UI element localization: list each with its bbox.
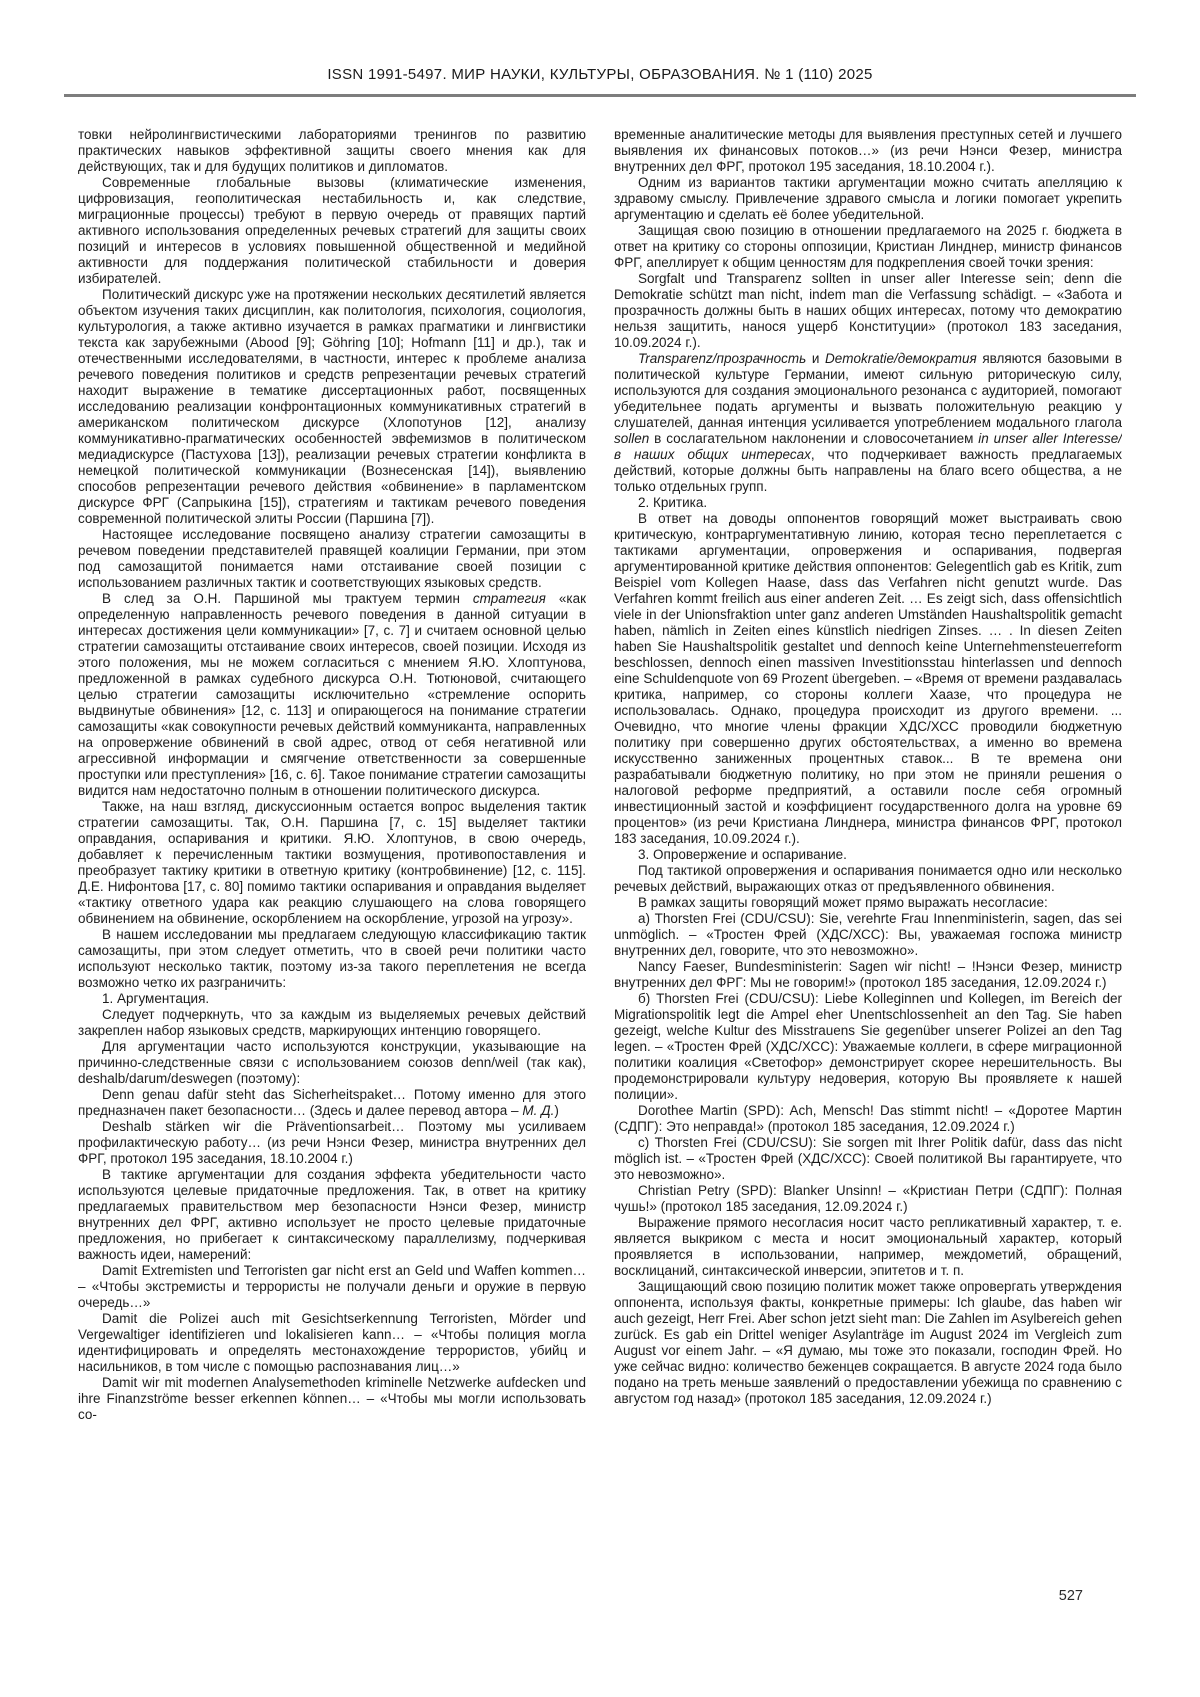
- paragraph: В рамках защиты говорящий может прямо выражать несогласие:: [638, 895, 1048, 910]
- paragraph: Для аргументации часто используются конструкции, указывающие на причинно-следственные связи с использованием союзов denn/weil (так как), deshalb/darum/deswegen (поэтому):: [78, 1039, 586, 1086]
- paragraph: Damit wir mit modernen Analysemethoden kriminelle Netzwerke aufdecken und ihre Finanzströme besser erkennen können… – «Чтобы мы могли использовать со-: [78, 1375, 586, 1422]
- paragraph: Настоящее исследование посвящено анализу стратегии самозащиты в речевом поведении представителей правящей коалиции Германии, при этом под самозащитой понимается нами отстаивание своей позиции с использованием различных тактик и соответствующих языковых средств.: [78, 527, 586, 590]
- article-body: [78, 127, 1122, 1602]
- paragraph: товки нейролингвистическими лабораториями тренингов по развитию практических навыков эффективной защиты своего мнения как для действующих, так и для будущих политиков и дипломатов.: [78, 127, 586, 174]
- paragraph: В нашем исследовании мы предлагаем следующую классификацию тактик самозащиты, при этом следует отметить, что в своей речи политики часто используют несколько тактик, поэтому из-за такого переплетения не всегда возможно четко их разграничить:: [78, 927, 586, 990]
- paragraph: 3. Опровержение и оспаривание.: [638, 847, 847, 862]
- paragraph: Deshalb stärken wir die Präventionsarbeit… Поэтому мы усиливаем профилактическую работу… (из речи Нэнси Фезер, министра внутренних дел ФРГ, протокол 195 заседания, 18.10.2004 г.): [78, 1119, 586, 1166]
- paragraph: Выражение прямого несогласия носит часто репликативный характер, т. е. является выкриком с места и носит эмоциональный характер, который проявляется в использовании, например, междометий, обращений, восклицаний, синтаксической инверсии, эпитетов и т. п.: [614, 1215, 1122, 1278]
- paragraph: В след за О.Н. Паршиной мы трактуем термин стратегия «как определенную направленность речевого поведения в данной ситуации в интересах достижения цели коммуникации» [7, с. 7] и считаем основной целью стратегии самозащиты отстаивание своих интересов, своей позиции. Исходя из этого положения, мы не можем согласиться с мнением Я.Ю. Хлоптунова, предложенной в рамках судебного дискурса О.Н. Тютюновой, считающего целью стратегии самозащиты исключительно «стремление оспорить выдвинутые обвинения» [12, с. 113] и опирающегося на понимание стратегии самозащиты «как совокупности речевых действий коммуниканта, направленных на опровержение обвинений в свой адрес, отвод от себя негативной или агрессивной информации и смягчение ответственности за совершенные проступки или преступления» [16, с. 6]. Такое понимание стратегии самозащиты видится нам недостаточно полным в отношении политического дискурса.: [78, 591, 586, 798]
- left-column: [78, 127, 586, 1602]
- paragraph: б) Thorsten Frei (CDU/CSU): Liebe Kolleginnen und Kollegen, im Bereich der Migrationspolitik legt die Ampel eher Unentschlossenheit an den Tag. Sie haben gezeigt, welche Kultur des Misstrauens Sie gegenüber unserer Polizei an den Tag legen. – «Тростен Фрей (ХДС/ХСС): Уважаемые коллеги, в сфере миграционной политики коалиция «Светофор» демонстрирует скорее нерешительность. Вы продемонстрировали культуру недоверия, которую Вы проявляете к нашей полиции».: [614, 991, 1122, 1102]
- paragraph: В ответ на доводы оппонентов говорящий может выстраивать свою критическую, контраргументативную линию, которая тесно переплетается с тактиками аргументации, опровержения и оспаривания, подвергая аргументированной критике действия оппонентов: Gelegentlich gab es Kritik, zum Beispiel vom Kollegen Haase, dass das Verfahren nicht genutzt wurde. Das Verfahren kommt freilich aus einer anderen Zeit. … Es zeigt sich, dass offensichtlich viele in der Unionsfraktion unter ganz anderen Umständen Haushaltspolitik gemacht haben, nämlich in Zeiten eines künstlich niedrigen Zinses. … . In diesen Zeiten haben Sie Haushaltspolitik gestaltet und dennoch keine Unternehmensteuerreform beschlossen, dennoch einen massiven Investitionsstau hinterlassen und dennoch eine Schuldenquote von 69 Prozent übergeben. – «Время от времени раздавалась критика, например, со стороны коллеги Хаазе, что процедура не использовалась. Однако, процедура происходит из другого времени. ... Очевидно, что многие члены фракции ХДС/ХСС проводили бюджетную политику при совершенно других обстоятельствах, а именно во времена искусственно заниженных процентных ставок... В те времена они разрабатывали бюджетную политику, но при этом не приняли решения о налоговой реформе предприятий, а оставили после себя огромный инвестиционный застой и коэффициент государственного долга на уровне 69 процентов» (из речи Кристиана Линднера, министра финансов ФРГ, протокол 183 заседания, 10.09.2024 г.).: [614, 511, 1122, 846]
- page-number: 527: [1058, 1588, 1083, 1604]
- paragraph: Следует подчеркнуть, что за каждым из выделяемых речевых действий закреплен набор языковых средств, маркирующих интенцию говорящего.: [78, 1007, 586, 1038]
- paragraph: В тактике аргументации для создания эффекта убедительности часто используются целевые придаточные предложения. Так, в ответ на критику предлагаемых правительством мер безопасности Нэнси Фезер, министр внутренних дел ФРГ, активно использует не просто целевые придаточные предложения, но прибегает к синтаксическому параллелизму, подчеркивая важность идеи, намерений:: [78, 1167, 586, 1262]
- paragraph: Защищающий свою позицию политик может также опровергать утверждения оппонента, используя факты, конкретные примеры: Ich glaube, das haben wir auch gezeigt, Herr Frei. Aber schon jetzt sieht man: Die Zahlen im Asylbereich gehen zurück. Es gab ein Drittel weniger Asylanträge im August 2024 im Vergleich zum August vor einem Jahr. – «Я думаю, мы тоже это показали, господин Фрей. Но уже сейчас видно: количество беженцев сокращается. В августе 2024 года было подано на треть меньше заявлений о предоставлении убежища по сравнению с августом год назад» (протокол 185 заседания, 12.09.2024 г.): [614, 1279, 1122, 1406]
- paragraph: Nancy Faeser, Bundesministerin: Sagen wir nicht! – !Нэнси Фезер, министр внутренних дел ФРГ: Мы не говорим!» (протокол 185 заседания, 12.09.2024 г.): [614, 959, 1122, 990]
- paragraph: c) Thorsten Frei (CDU/CSU): Sie sorgen mit Ihrer Politik dafür, dass das nicht möglich ist. – «Тростен Фрей (ХДС/ХСС): Своей политикой Вы гарантируете, что это невозможно».: [614, 1135, 1122, 1182]
- journal-issn-line: ISSN 1991-5497. МИР НАУКИ, КУЛЬТУРЫ, ОБРАЗОВАНИЯ. № 1 (110) 2025: [327, 66, 873, 83]
- paragraph: 2. Критика.: [638, 495, 708, 510]
- paragraph: 1. Аргументация.: [102, 991, 210, 1006]
- paragraph: Denn genau dafür steht das Sicherheitspaket… Потому именно для этого предназначен пакет безопасности… (Здесь и далее перевод автора – М. Д.): [78, 1087, 586, 1118]
- paragraph: а) Thorsten Frei (CDU/CSU): Sie, verehrte Frau Innenministerin, sagen, das sei unmöglich. – «Тростен Фрей (ХДС/ХСС): Вы, уважаемая госпожа министр внутренних дел, говорите, что это невозможно».: [614, 911, 1122, 958]
- paragraph: Christian Petry (SPD): Blanker Unsinn! – «Кристиан Петри (СДПГ): Полная чушь!» (протокол 185 заседания, 12.09.2024 г.): [614, 1183, 1122, 1214]
- paragraph: Sorgfalt und Transparenz sollten in unser aller Interesse sein; denn die Demokratie schützt man nicht, indem man die Verfassung schädigt. – «Забота и прозрачность должны быть в наших общих интересах, потому что демократию нельзя защитить, нанося ущерб Конституции» (протокол 183 заседания, 10.09.2024 г.).: [614, 271, 1122, 350]
- paragraph: Transparenz/прозрачность и Demokratie/демократия являются базовыми в политической культуре Германии, имеют сильную риторическую силу, используются для создания эмоционального резонанса с аудиторией, помогают убедительнее подать аргументы и вызвать положительную реакцию у слушателей, данная интенция усиливается употреблением модального глагола sollen в сослагательном наклонении и словосочетанием in unser aller Interesse/ в наших общих интересах, что подчеркивает важность предлагаемых действий, которые должны быть направлены на благо всего общества, а не только отдельных групп.: [614, 351, 1122, 494]
- paragraph: Damit die Polizei auch mit Gesichtserkennung Terroristen, Mörder und Vergewaltiger identifizieren und lokalisieren kann… – «Чтобы полиция могла идентифицировать и определять местонахождение террористов, убийц и насильников, в том числе с помощью распознавания лиц…»: [78, 1311, 586, 1374]
- paragraph: временные аналитические методы для выявления преступных сетей и лучшего выявления их финансовых потоков…» (из речи Нэнси Фезер, министра внутренних дел ФРГ, протокол 195 заседания, 18.10.2004 г.).: [614, 127, 1122, 174]
- paragraph: Одним из вариантов тактики аргументации можно считать апелляцию к здравому смыслу. Привлечение здравого смысла и логики помогает укрепить аргументацию и сделать её более убедительной.: [614, 175, 1122, 222]
- paragraph: Также, на наш взгляд, дискуссионным остается вопрос выделения тактик стратегии самозащиты. Так, О.Н. Паршина [7, с. 15] выделяет тактики оправдания, оспаривания и критики. Я.Ю. Хлоптунов, в свою очередь, добавляет к перечисленным тактики возмущения, противопоставления и преобразует тактику критики в ответную критику (контробвинение) [12, с. 115]. Д.Е. Нифонтова [17, с. 80] помимо тактики оспаривания и оправдания выделяет «тактику ответного удара как реакцию слушающего на слова говорящего обвинением на обвинение, оскорблением на оскорбление, угрозой на угрозу».: [78, 799, 586, 926]
- paragraph: Политический дискурс уже на протяжении нескольких десятилетий является объектом изучения таких дисциплин, как политология, психология, социология, культурология, а также активно изучается в рамках прагматики и лингвистики текста как зарубежными (Abood [9]; Göhring [10]; Hofmann [11] и др.), так и отечественными исследователями, в частности, интерес к проблеме анализа речевого поведения политиков и средств репрезентации речевых стратегий находит выражение в тематике диссертационных работ, посвященных исследованию реализации конфронтационных коммуникативных стратегий в американском политическом дискурсе (Хлопотунов [12], анализу коммуникативно-прагматических особенностей эвфемизмов в политическом медиадискурсе (Пастухова [13]), реализации речевых стратегии конфликта в немецкой политической коммуникации (Вознесенская [14]), выявлению способов репрезентации речевого действия «обвинение» в парламентском дискурсе ФРГ (Сапрыкина [15]), стратегиям и тактикам речевого поведения современной политической элиты России (Паршина [7]).: [78, 287, 586, 526]
- paragraph: Современные глобальные вызовы (климатические изменения, цифровизация, геополитическая нестабильность и, как следствие, миграционные процессы) требуют в первую очередь от правящих партий активного использования определенных речевых стратегий для защиты своих позиций и интересов в условиях повышенной общественной и медийной активности для поддержания политической стабильности и доверия избирателей.: [78, 175, 586, 286]
- page-header: [0, 0, 1200, 97]
- paragraph: Damit Extremisten und Terroristen gar nicht erst an Geld und Waffen kommen… – «Чтобы экстремисты и террористы не получали деньги и оружие в первую очередь…»: [78, 1263, 586, 1310]
- right-column: [614, 127, 1122, 1602]
- paragraph: Защищая свою позицию в отношении предлагаемого на 2025 г. бюджета в ответ на критику со стороны оппозиции, Кристиан Линднер, министр финансов ФРГ, апеллирует к общим ценностям для подкрепления своей точки зрения:: [614, 223, 1122, 270]
- header-rule: [64, 94, 1136, 97]
- paragraph: Под тактикой опровержения и оспаривания понимается одно или несколько речевых действий, выражающих отказ от предъявленного обвинения.: [614, 863, 1122, 894]
- paragraph: Dorothee Martin (SPD): Ach, Mensch! Das stimmt nicht! – «Доротее Мартин (СДПГ): Это неправда!» (протокол 185 заседания, 12.09.2024 г.): [614, 1103, 1122, 1134]
